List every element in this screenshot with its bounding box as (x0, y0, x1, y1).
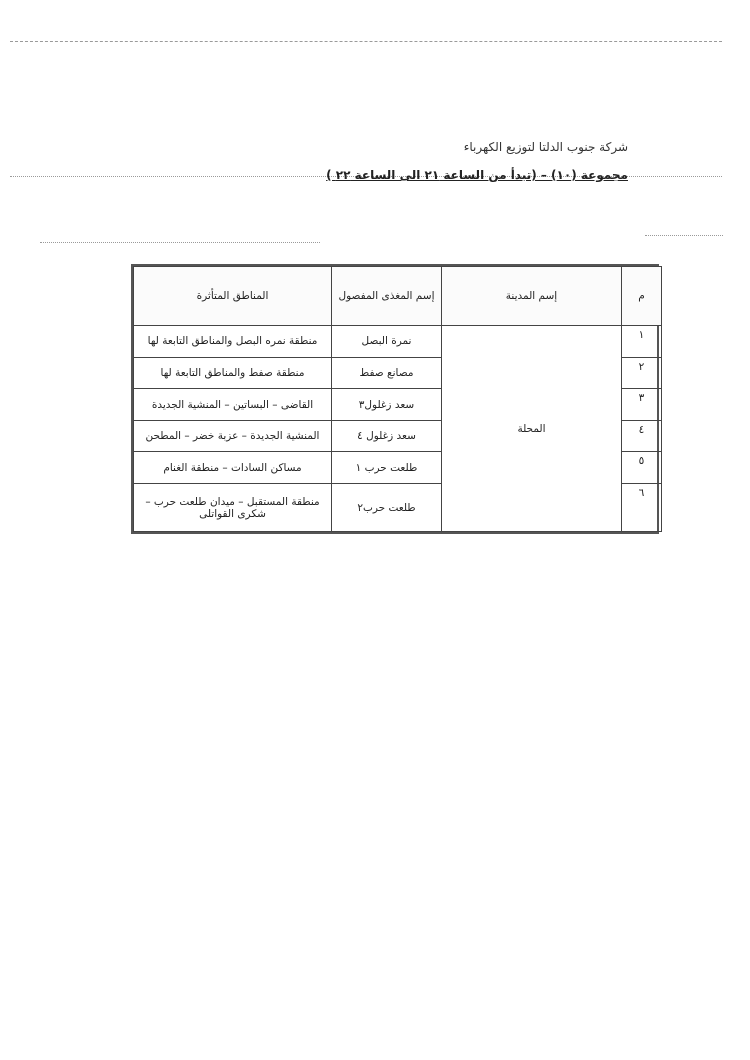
feeder-cell: مصانع صفط (332, 357, 442, 389)
feeder-cell: سعد زغلول٣ (332, 389, 442, 421)
table-header-row (134, 267, 662, 326)
schedule-table (133, 266, 662, 532)
header-feeder: إسم المغذى المفصول (332, 267, 442, 326)
row-index: ١ (622, 326, 662, 358)
scan-artifact-low-right (645, 235, 723, 236)
row-index: ٢ (622, 357, 662, 389)
row-index: ٤ (622, 420, 662, 452)
group-title: مجموعة (١٠) – (تبدأ من الساعة ٢١ الى الساعة ٢٢ ) (326, 168, 628, 182)
areas-cell: المنشية الجديدة – عزبة خضر – المطحن (134, 420, 332, 452)
schedule-table-container (131, 264, 659, 534)
areas-line-1: منطقة المستقبل – ميدان طلعت حرب – (145, 495, 320, 508)
areas-cell: منطقة صفط والمناطق التابعة لها (134, 357, 332, 389)
header-areas: المناطق المتأثرة (134, 267, 332, 326)
areas-cell: منطقة نمره البصل والمناطق التابعة لها (134, 326, 332, 358)
areas-cell: مساكن السادات – منطقة الغنام (134, 452, 332, 484)
areas-cell: القاضى – البساتين – المنشية الجديدة (134, 389, 332, 421)
header-city: إسم المدينة (442, 267, 622, 326)
header-index: م (622, 267, 662, 326)
feeder-cell: طلعت حرب ١ (332, 452, 442, 484)
feeder-cell: طلعت حرب٢ (332, 484, 442, 532)
row-index: ٦ (622, 484, 662, 532)
row-index: ٥ (622, 452, 662, 484)
feeder-cell: سعد زغلول ٤ (332, 420, 442, 452)
row-index: ٣ (622, 389, 662, 421)
scan-artifact-top (10, 41, 722, 42)
company-name: شركة جنوب الدلتا لتوزيع الكهرباء (463, 140, 628, 154)
table-row (134, 326, 662, 358)
scan-artifact-low-left (40, 242, 320, 243)
areas-cell (134, 484, 332, 532)
city-cell: المحلة (442, 326, 622, 532)
areas-line-2: شكرى القواتلى (199, 507, 266, 520)
feeder-cell: نمرة البصل (332, 326, 442, 358)
